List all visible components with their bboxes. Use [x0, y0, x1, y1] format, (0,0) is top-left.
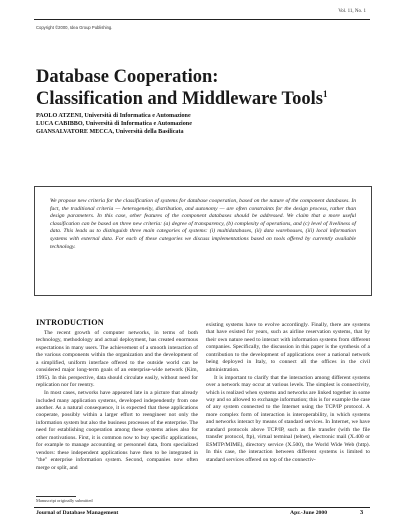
- volume-label: Vol. 11, No. 1: [338, 9, 366, 14]
- author-2: LUCA CABIBBO, Università di Informatica e Automazione: [36, 121, 192, 128]
- title-line-2: [36, 88, 366, 110]
- copyright-notice: Copyright ©2000, Idea Group Publishing.: [36, 25, 113, 30]
- title-footnote-marker: 1: [322, 88, 328, 99]
- page-number: 3: [360, 509, 364, 516]
- article-title: [36, 66, 366, 110]
- right-paragraph-2: It is important to clarify that the interaction among different systems over a network may occur at various levels. The simplest is connectivity, which is realized when systems and networks are linked together in some way and so allowed to exchange information; this is for example the case of any system connected to the Internet using the TCP/IP protocol. A more complex form of interaction is interoperability, in which systems and networks interact by means of standard services. In Internet, we have standard protocols above TCP/IP, such as file transfer (with the file transfer protocol, ftp), virtual terminal (telnet), electronic mail (X.400 or ESMTP/MIME), directory service (X.500), the World Wide Web (http). In this case, the interaction between different systems is limited to standard services offered on top of the connectiv-: [206, 374, 370, 463]
- journal-name: Journal of Database Management: [36, 510, 119, 516]
- right-column: [206, 322, 370, 488]
- left-paragraph-2: In most cases, networks have appeared late in a picture that already included many application systems, developed independently from one another. As a natural consequence, it is expected that these applications cooperate, possibly within a larger effort to reengineer not only the information system but also the business processes of the enterprise. The need for establishing cooperation among these systems arises also for other motivations. First, it is common now to buy specific applications, for example to manage accounting or personnel data, from specialized vendors: these independent applications have then to be integrated in "the" enterprise information system. Second, companies now often merge or split, and: [36, 390, 198, 471]
- author-1: PAOLO ATZENI, Università di Informatica e Automazione: [36, 113, 191, 119]
- section-heading: INTRODUCTION: [36, 318, 104, 327]
- issue-date: Apr.-June 2000: [290, 510, 328, 516]
- abstract-text: We propose new criteria for the classification of systems for database cooperation, based on the nature of the component databases. In fact, the traditional criteria — heterogeneity, distribution, and autonomy — are often constraints for the design process, rather than design parameters. In this case, other features of the component databases should be addressed. We claim that a more useful classification can be based on three new criteria: (a) degree of transparency, (b) complexity of operations, and (c) level of liveliness of data. This leads us to distinguish three main categories of systems: (i) multidatabases, (ii) data warehouses, (iii) local information systems with external data. For each of these categories we discuss implementations based on tools offered by currently available technology.: [50, 198, 356, 250]
- header-rule: [34, 19, 370, 20]
- title-line-2-text: Classification and Middleware Tools: [36, 89, 323, 109]
- author-3: GIANSALVATORE MECCA, Università della Basilicata: [36, 129, 184, 136]
- left-column: [36, 330, 198, 490]
- left-paragraph-1: The recent growth of computer networks, in terms of both technology, methodology and actual deployment, has created enormous expectations in many users. The achievement of a smooth interaction of the various components within the organization and the development of a simplified, uniform interface offered to the outside world can be considered major long-term goals of an enterprise-wide network (Kim, 1995). In this perspective, data should circulate easily, without need for replication nor for reentry.: [36, 330, 198, 389]
- footer-rule: [34, 507, 370, 508]
- author-list: [36, 112, 366, 137]
- title-line-1: Database Cooperation:: [36, 67, 219, 87]
- footnote: Manuscript originally submitted: [36, 498, 93, 503]
- footnote-rule: [36, 496, 76, 497]
- right-paragraph-1: existing systems have to evolve accordingly. Finally, there are systems that have existed for years, such as airline reservation systems, that by their own nature need to interact with information systems from different companies. Specifically, the discussion in this paper is the synthesis of a contribution to the development of applications over a national network being deployed in Italy, to connect all the offices in the civil administration.: [206, 322, 370, 373]
